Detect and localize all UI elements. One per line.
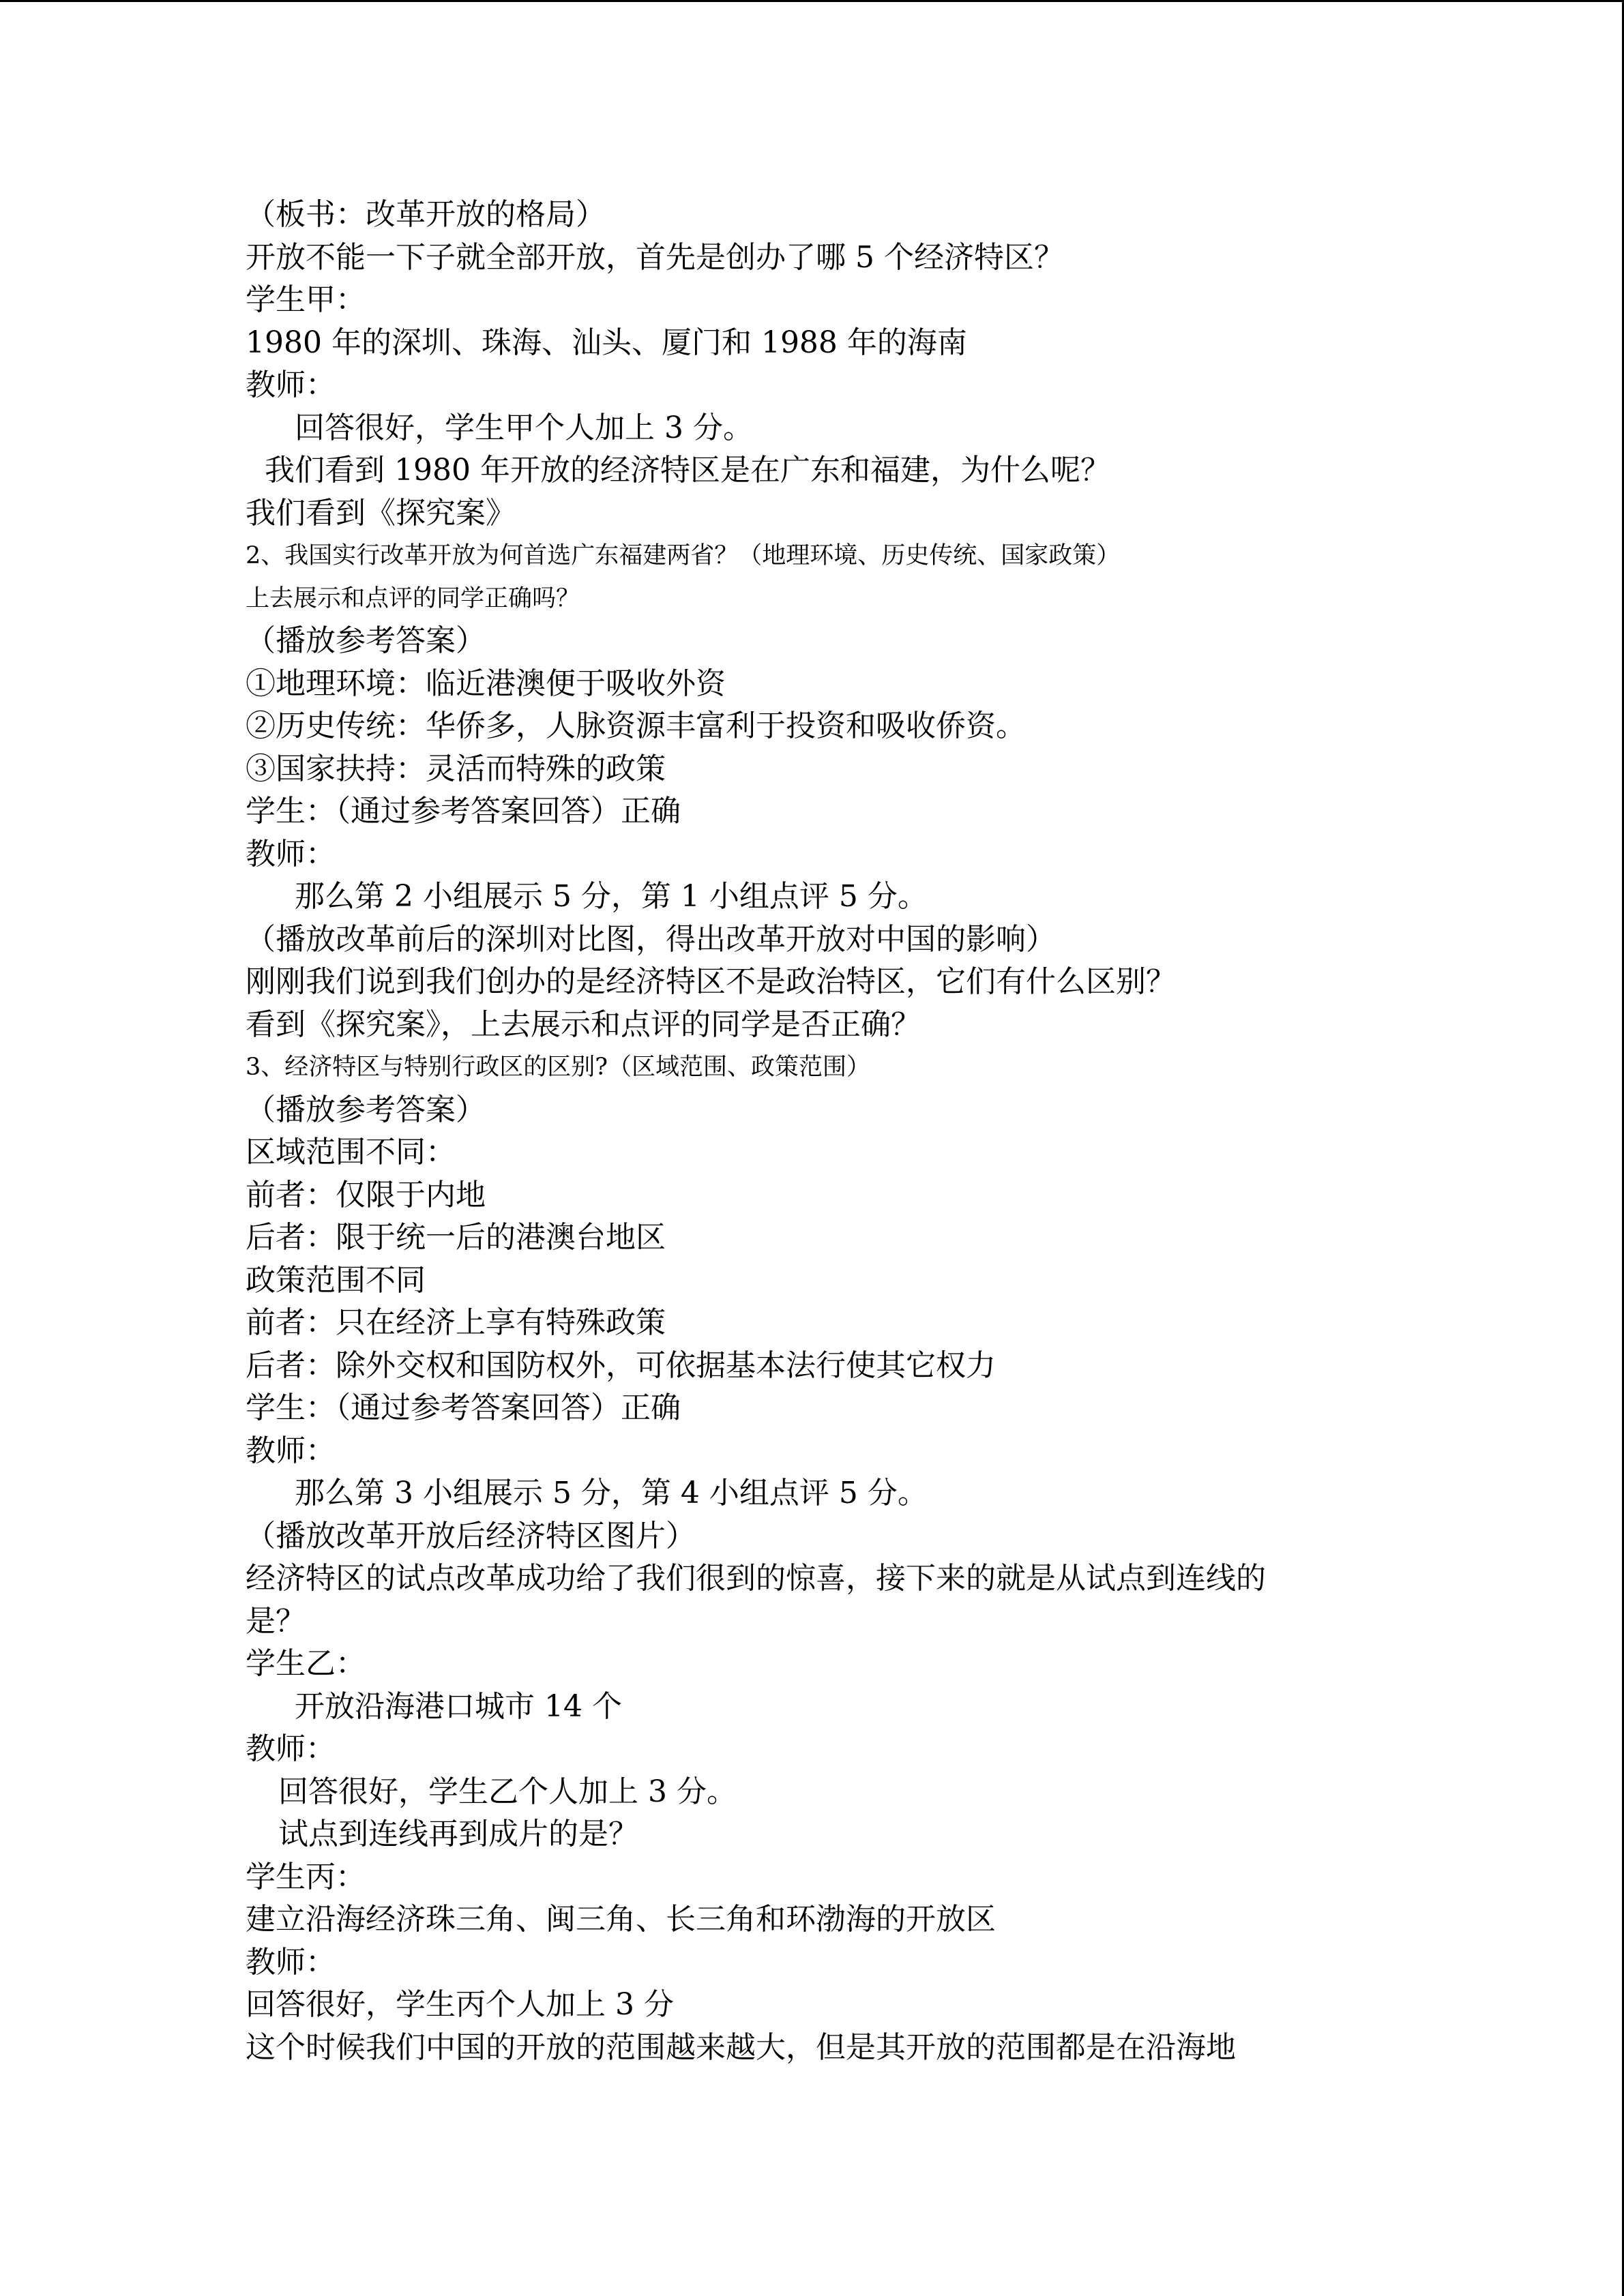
text-line: 我们看到 1980 年开放的经济特区是在广东和福建，为什么呢？ xyxy=(265,453,1110,488)
text-line: 2、我国实行改革开放为何首选广东福建两省？（地理环境、历史传统、国家政策） xyxy=(246,542,1121,569)
text-line: 建立沿海经济珠三角、闽三角、长三角和环渤海的开放区 xyxy=(246,1902,996,1937)
text-line: 开放不能一下子就全部开放，首先是创办了哪 5 个经济特区？ xyxy=(246,239,1064,275)
text-line: 3、经济特区与特别行政区的区别?（区域范围、政策范围） xyxy=(246,1054,871,1081)
text-line: ③国家扶持：灵活而特殊的政策 xyxy=(246,751,666,786)
text-line: （播放改革前后的深圳对比图，得出改革开放对中国的影响） xyxy=(246,921,1056,957)
text-line: 经济特区的试点改革成功给了我们很到的惊喜，接下来的就是从试点到连线的 xyxy=(246,1561,1266,1596)
page-border-top xyxy=(0,0,1624,2)
text-line: 前者：仅限于内地 xyxy=(246,1177,486,1212)
text-line: ②历史传统：华侨多，人脉资源丰富利于投资和吸收侨资。 xyxy=(246,709,1026,743)
text-line: （播放参考答案） xyxy=(246,623,486,658)
document-body xyxy=(246,194,1405,2069)
text-line: 学生：（通过参考答案回答）正确 xyxy=(246,1390,681,1425)
text-line: 我们看到《探究案》 xyxy=(246,495,516,531)
text-line: （播放参考答案） xyxy=(246,1092,486,1127)
text-line: 试点到连线再到成片的是？ xyxy=(278,1817,638,1851)
text-line: （板书：改革开放的格局） xyxy=(246,197,606,232)
text-line: 区域范围不同： xyxy=(246,1135,456,1169)
text-line: 学生乙： xyxy=(246,1646,366,1681)
text-line: 1980 年的深圳、珠海、汕头、厦门和 1988 年的海南 xyxy=(246,325,967,360)
text-line: 教师： xyxy=(246,1731,336,1766)
text-line: 那么第 2 小组展示 5 分，第 1 小组点评 5 分。 xyxy=(295,879,928,914)
text-line: 刚刚我们说到我们创办的是经济特区不是政治特区，它们有什么区别？ xyxy=(246,964,1176,999)
text-line: 后者：限于统一后的港澳台地区 xyxy=(246,1220,666,1255)
text-line: 学生甲： xyxy=(246,282,366,317)
text-line: （播放改革开放后经济特区图片） xyxy=(246,1518,696,1553)
text-line: 后者：除外交权和国防权外，可依据基本法行使其它权力 xyxy=(246,1347,996,1383)
text-line: 开放沿海港口城市 14 个 xyxy=(295,1688,622,1724)
text-line: 看到《探究案》，上去展示和点评的同学是否正确？ xyxy=(246,1007,921,1042)
text-line: 回答很好，学生乙个人加上 3 分。 xyxy=(278,1774,737,1809)
text-line: 前者：只在经济上享有特殊政策 xyxy=(246,1305,666,1340)
text-line: 这个时候我们中国的开放的范围越来越大，但是其开放的范围都是在沿海地 xyxy=(246,2029,1236,2065)
text-line: 回答很好，学生丙个人加上 3 分 xyxy=(246,1987,674,2022)
text-line: 是？ xyxy=(246,1603,306,1639)
text-line: ①地理环境：临近港澳便于吸收外资 xyxy=(246,666,726,701)
text-line: 学生：（通过参考答案回答）正确 xyxy=(246,794,681,829)
text-line: 教师： xyxy=(246,836,336,871)
text-line: 那么第 3 小组展示 5 分，第 4 小组点评 5 分。 xyxy=(295,1476,928,1510)
text-line: 政策范围不同 xyxy=(246,1262,426,1298)
text-line: 学生丙： xyxy=(246,1859,366,1894)
text-line: 回答很好，学生甲个人加上 3 分。 xyxy=(295,410,753,445)
text-line: 教师： xyxy=(246,1944,336,1980)
text-line: 教师： xyxy=(246,368,336,402)
text-line: 教师： xyxy=(246,1433,336,1468)
text-line: 上去展示和点评的同学正确吗？ xyxy=(246,584,580,612)
